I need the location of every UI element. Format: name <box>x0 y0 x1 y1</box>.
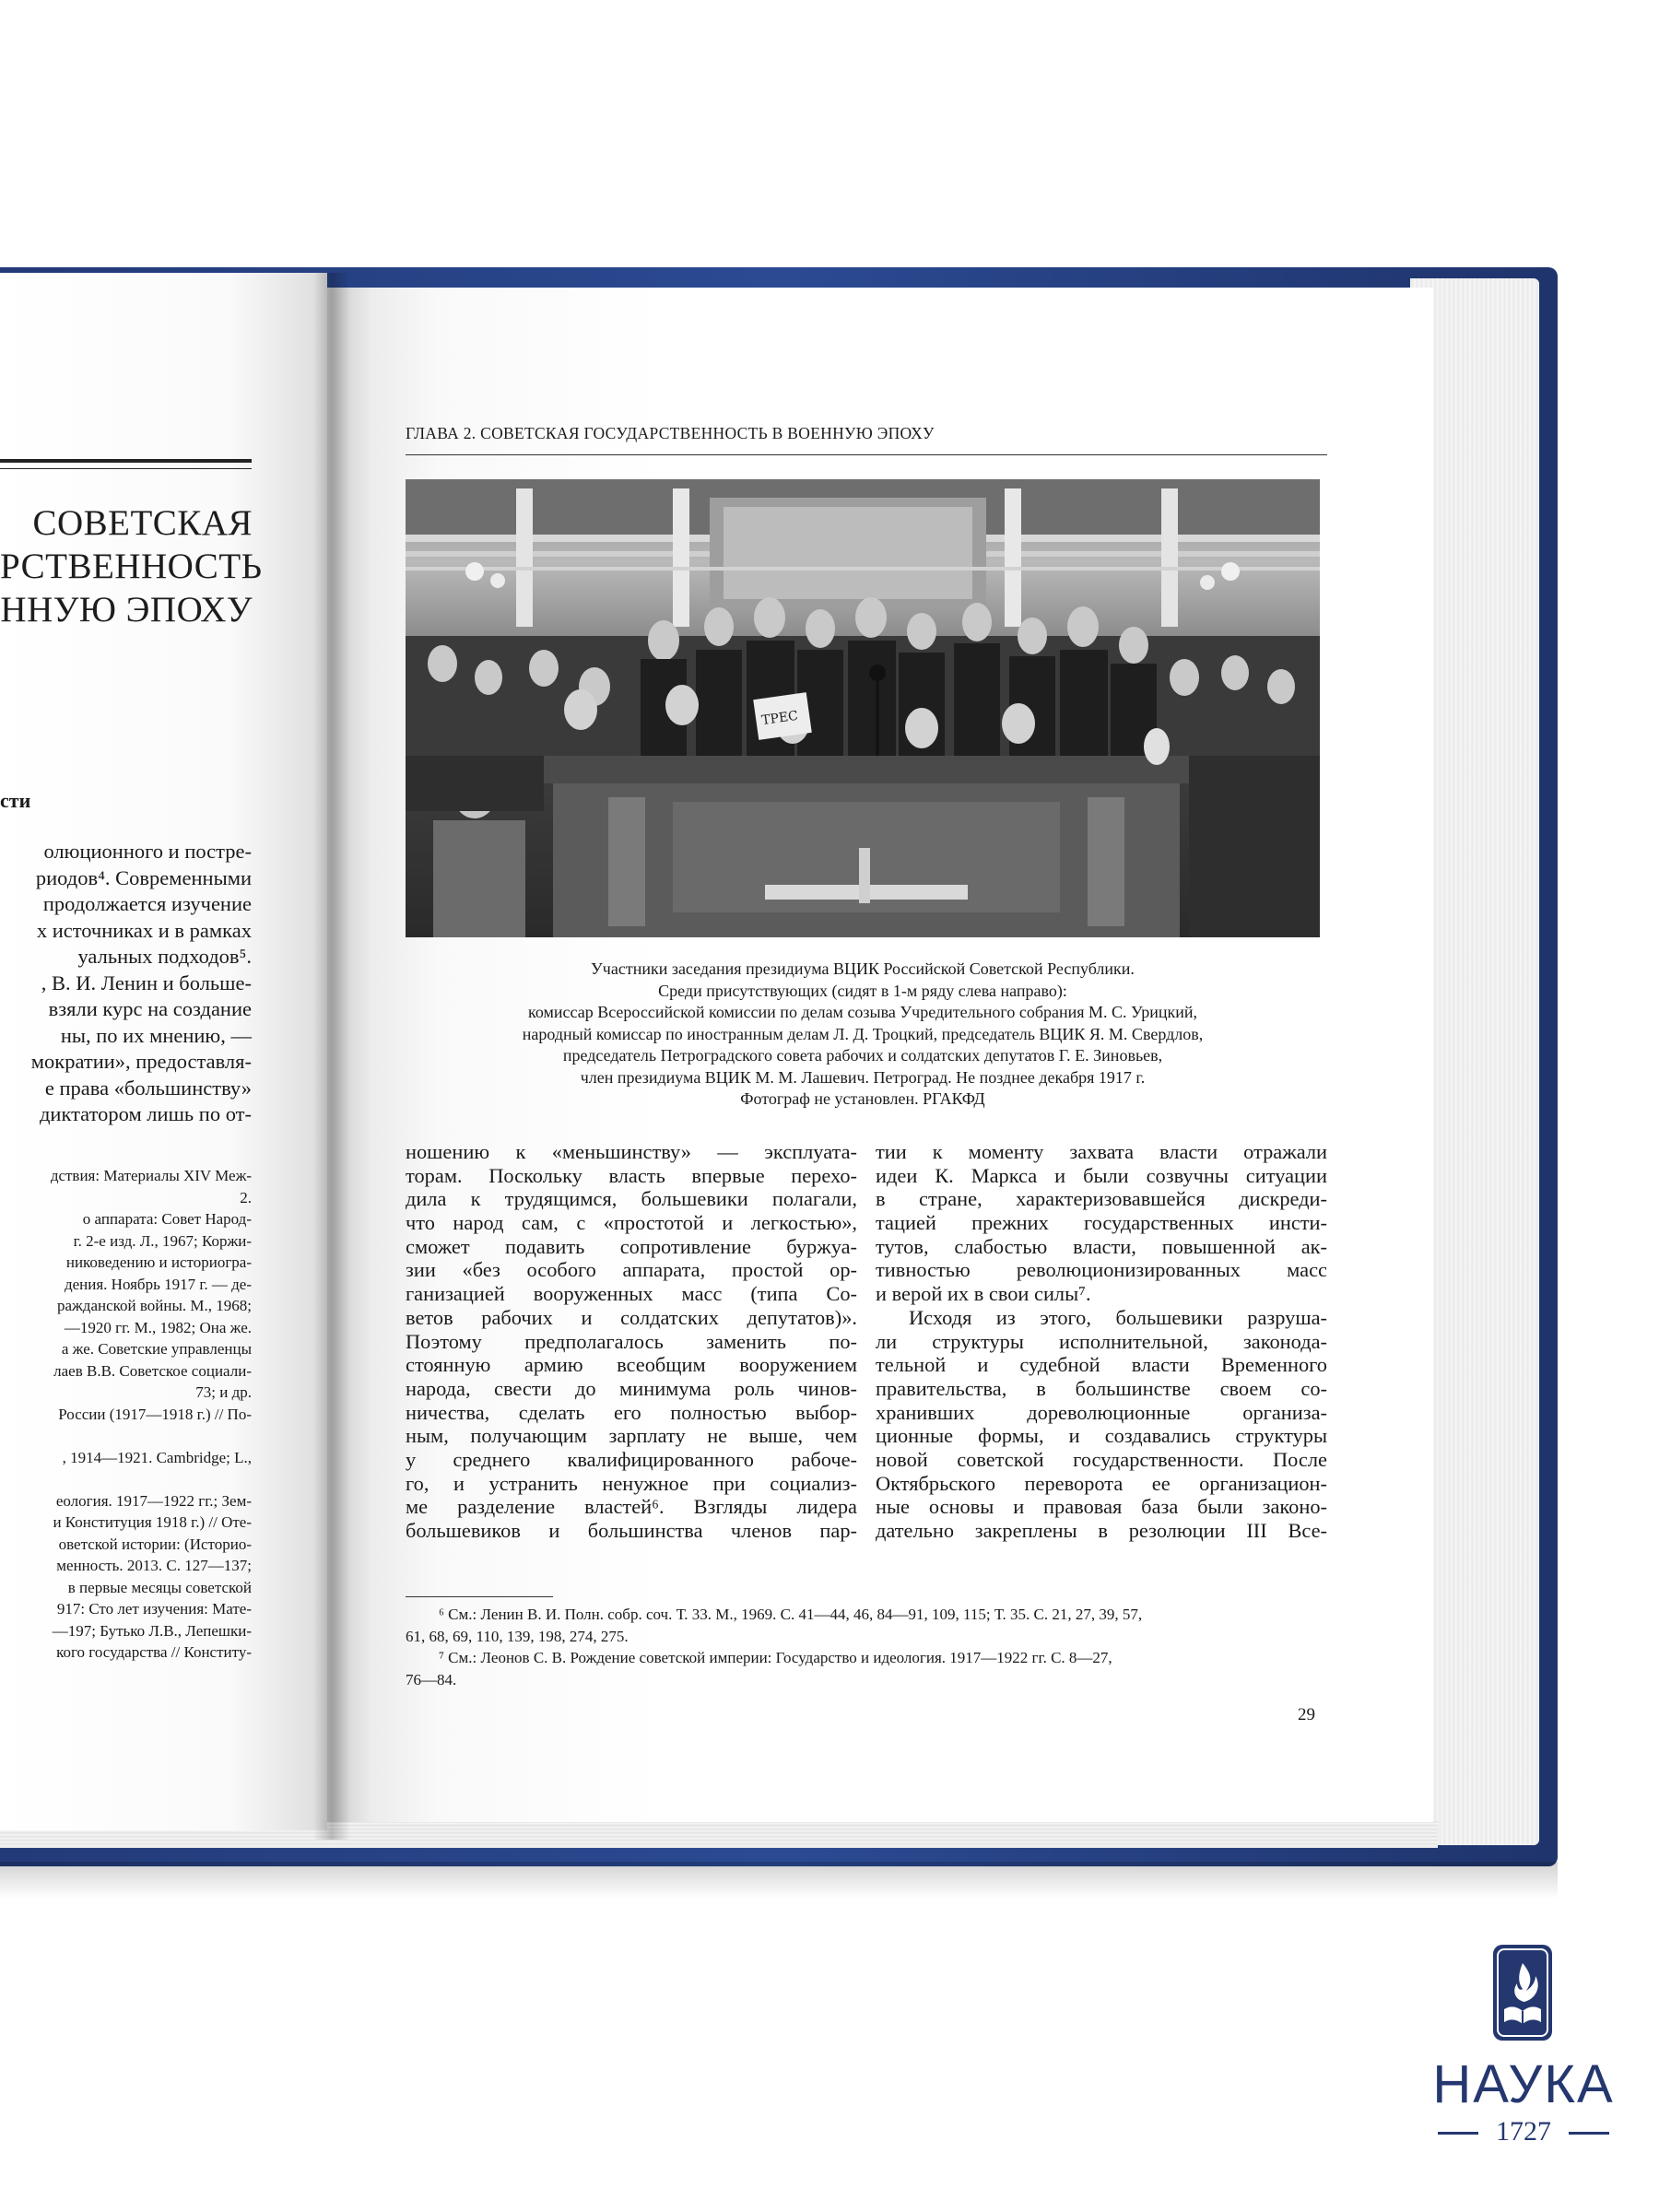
left-body-line: риодов⁴. Современными <box>35 865 252 889</box>
historical-photo <box>406 479 1320 937</box>
left-footnote-line: никоведению и историогра- <box>65 1253 252 1271</box>
left-footnote-line: о аппарата: Совет Народ- <box>82 1210 252 1228</box>
column-line: идеи К. Маркса и были созвучны ситуации <box>876 1163 1327 1187</box>
left-footnote-line: г. 2-е изд. Л., 1967; Коржи- <box>73 1231 252 1250</box>
left-footnote-line <box>0 1425 252 1447</box>
left-footnote-line: дения. Ноябрь 1917 г. — де- <box>64 1275 252 1293</box>
book-shadow <box>0 1862 1558 1899</box>
left-footnotes <box>0 1165 252 1664</box>
column-line: ветов рабочих и солдатских депутатов)». <box>406 1305 857 1329</box>
column-line: тивностью революционизированных масс <box>876 1258 1327 1282</box>
left-footnote-line: России (1917—1918 г.) // По- <box>58 1405 252 1423</box>
left-body-line: , В. И. Ленин и больше- <box>41 971 252 994</box>
left-footnote-line: дствия: Материалы XIV Меж- <box>50 1167 252 1184</box>
left-footnote-line: , 1914—1921. Cambridge; L., <box>62 1448 252 1466</box>
left-footnote-line: 917: Сто лет изучения: Мате- <box>56 1600 252 1618</box>
column-line: дила к трудящимся, большевики полагали, <box>406 1187 857 1211</box>
left-body-line: мократии», предоставля- <box>30 1050 252 1073</box>
caption-line: Фотограф не установлен. РГАКФД <box>740 1089 985 1108</box>
logo-rule-right <box>1569 2132 1609 2135</box>
column-line: торам. Поскольку власть впервые перехо- <box>406 1163 857 1187</box>
caption-line: председатель Петроградского совета рабочих и солдатских депутатов Г. Е. Зиновьев, <box>562 1046 1163 1065</box>
column-line: у среднего квалифицированного рабоче- <box>406 1447 857 1471</box>
book-flame-icon <box>1493 1945 1552 2041</box>
column-line: правительства, в большинстве своем со- <box>876 1376 1327 1400</box>
text-column-2 <box>876 1140 1327 1543</box>
chapter-title-line: ННУЮ ЭПОХУ <box>0 590 253 629</box>
publisher-name: НАУКА <box>1432 2054 1615 2114</box>
column-line: народа, свести до минимума роль чинов- <box>406 1376 857 1400</box>
column-line: Октябрьского переворота ее организацион- <box>876 1471 1327 1495</box>
left-body-line: диктатором лишь по от- <box>39 1102 252 1125</box>
column-line: ме разделение властей⁶. Взгляды лидера <box>406 1495 857 1519</box>
footnote-line: ⁷ См.: Леонов С. В. Рождение советской империи: Государство и идеология. 1917—1922 гг. С. 8—27, <box>439 1649 1112 1666</box>
left-body-line: взяли курс на создание <box>48 997 252 1020</box>
column-line: го, и устранить ненужное при социализ- <box>406 1471 857 1495</box>
footnote-line: ⁶ См.: Ленин В. И. Полн. собр. соч. Т. 33. М., 1969. С. 41—44, 46, 84—91, 109, 115; Т. 35. С. 21, 27, 39, 57, <box>439 1606 1143 1623</box>
publisher-year: 1727 <box>1496 2116 1551 2147</box>
chapter-title-line: РСТВЕННОСТЬ <box>0 547 263 586</box>
left-footnote-line: и Конституция 1918 г.) // Оте- <box>53 1513 252 1531</box>
column-line: в стране, характеризовавшейся дискреди- <box>876 1187 1327 1211</box>
left-footnote-line: лаев В.В. Советское социали- <box>53 1361 252 1380</box>
column-line: ли структуры исполнительной, законода- <box>876 1329 1327 1353</box>
column-line: ным, получающим зарплату не выше, чем <box>406 1424 857 1448</box>
left-footnote-line: а же. Советские управленцы <box>61 1340 252 1358</box>
column-line: ганизацией вооруженных масс (типа Со- <box>406 1282 857 1306</box>
left-footnote-line: оветской истории: (Историо- <box>58 1535 252 1553</box>
left-footnote-line: в первые месяцы советской <box>67 1578 252 1596</box>
footnote-rule <box>406 1596 553 1597</box>
column-line: Поэтому предполагалось заменить по- <box>406 1329 857 1353</box>
running-header: ГЛАВА 2. СОВЕТСКАЯ ГОСУДАРСТВЕННОСТЬ В ВОЕННУЮ ЭПОХУ <box>406 424 935 442</box>
footnote-line: 61, 68, 69, 110, 139, 198, 274, 275. <box>406 1627 629 1645</box>
column-line: сможет подавить сопротивление буржуа- <box>406 1234 857 1258</box>
photo-illustration <box>406 479 1320 937</box>
left-footnote-line <box>0 1468 252 1490</box>
column-line: Исходя из этого, большевики разруша- <box>909 1305 1327 1329</box>
chapter-title-line: СОВЕТСКАЯ <box>32 503 253 543</box>
caption-line: народный комиссар по иностранным делам Л. Д. Троцкий, председатель ВЦИК Я. М. Свердлов, <box>522 1024 1204 1043</box>
book-gutter <box>313 273 350 1840</box>
caption-line: член президиума ВЦИК М. М. Лашевич. Петроград. Не позднее декабря 1917 г. <box>580 1067 1146 1087</box>
column-line: ционные формы, и создавались структуры <box>876 1424 1327 1448</box>
column-line: зии «без особого аппарата, простой ор- <box>406 1258 857 1282</box>
left-body-line: х источниках и в рамках <box>36 918 252 942</box>
caption-line: Среди присутствующих (сидят в 1-м ряду слева направо): <box>658 981 1067 1000</box>
column-line: ные основы и правовая база были законо- <box>876 1495 1327 1519</box>
left-footnote-line: —197; Бутько Л.В., Лепешки- <box>52 1621 252 1640</box>
left-page <box>0 273 327 1830</box>
column-line: тацией прежних государственных инсти- <box>876 1211 1327 1235</box>
left-body-line: уальных подходов⁵. <box>77 945 252 968</box>
text-column-1 <box>406 1140 857 1543</box>
left-footnote-line: —1920 гг. М., 1982; Она же. <box>64 1318 252 1336</box>
footnotes <box>406 1604 1323 1690</box>
left-footnote-line: 73; и др. <box>195 1383 252 1401</box>
column-line: и верой их в свои силы⁷. <box>876 1282 1091 1306</box>
left-body-line: олюционного и постре- <box>43 840 252 863</box>
column-line: дательно закреплены в резолюции III Все- <box>876 1519 1327 1542</box>
footnote-line: 76—84. <box>406 1670 457 1688</box>
left-body-line: е права «большинству» <box>44 1076 252 1100</box>
column-line: тутов, слабостью власти, повышенной ак- <box>876 1234 1327 1258</box>
left-body-line: продолжается изучение <box>42 892 252 915</box>
column-line: что народ сам, с «простотой и легкостью», <box>406 1211 857 1235</box>
chapter-rule-thick <box>0 459 252 463</box>
column-line: ношению к «меньшинству» — эксплуата- <box>406 1140 857 1163</box>
photo-sign-text: ТРЕС <box>760 708 799 729</box>
column-line: тии к моменту захвата власти отражали <box>876 1140 1327 1163</box>
left-footnote-line: ражданской войны. М., 1968; <box>57 1297 252 1314</box>
column-line: тельной и судебной власти Временного <box>876 1353 1327 1377</box>
photo-caption <box>406 959 1320 1111</box>
section-subheading: сти <box>0 789 31 812</box>
column-line: новой советской государственности. После <box>876 1447 1327 1471</box>
column-line: ничества, сделать его полностью выбор- <box>406 1400 857 1424</box>
caption-line: Участники заседания президиума ВЦИК Российской Советской Республики. <box>591 959 1135 978</box>
column-line: большевиков и большинства членов пар- <box>406 1519 857 1542</box>
chapter-rule-thin <box>0 468 252 469</box>
left-footnote-line: еология. 1917—1922 гг.; Зем- <box>55 1491 252 1510</box>
column-line: хранивших дореволюционные организа- <box>876 1400 1327 1424</box>
left-footnote-line: менность. 2013. С. 127—137; <box>56 1557 252 1574</box>
header-rule <box>406 454 1327 455</box>
left-body-text <box>0 839 252 1128</box>
left-footnote-line: кого государства // Конститу- <box>56 1643 252 1661</box>
page-number: 29 <box>1298 1705 1315 1724</box>
left-body-line: ны, по их мнению, — <box>60 1023 252 1047</box>
chapter-title <box>0 501 263 631</box>
left-footnote-line: 2. <box>240 1188 252 1206</box>
caption-line: комиссар Всероссийской комиссии по делам созыва Учредительного собрания М. С. Урицкий, <box>528 1003 1197 1021</box>
column-line: стоянную армию всеобщим вооружением <box>406 1353 857 1377</box>
